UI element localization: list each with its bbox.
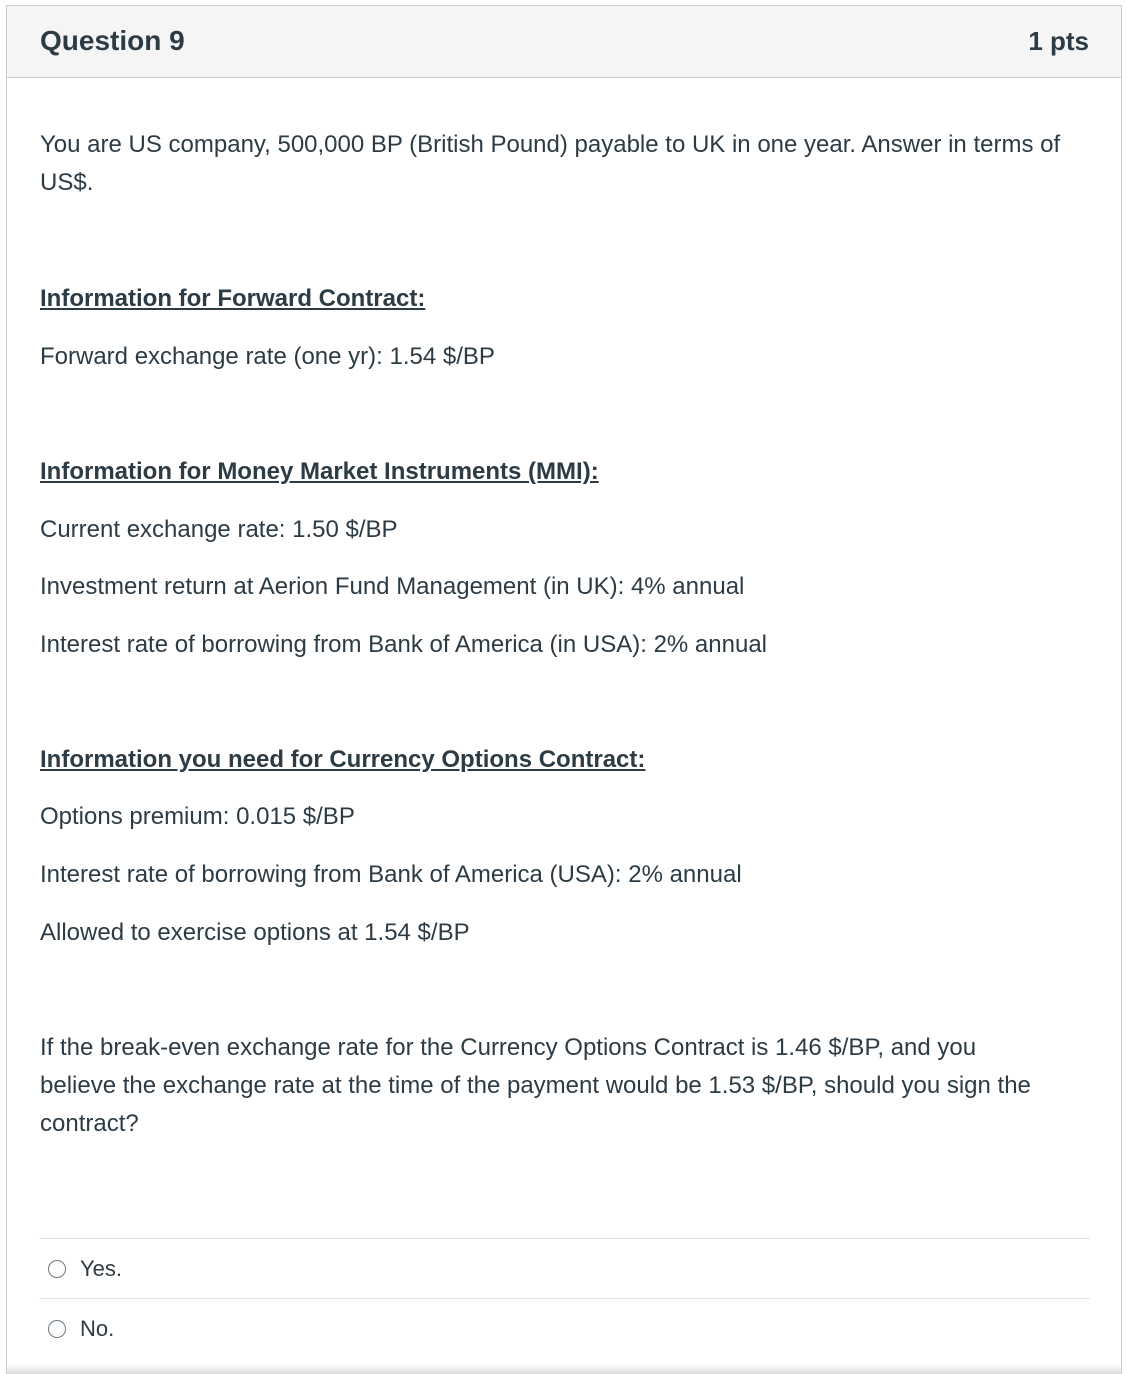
question-header [7,6,1121,78]
mmi-borrowing-rate-line: Interest rate of borrowing from Bank of America (in USA): 2% annual [40,631,767,658]
options-premium-line: Options premium: 0.015 $/BP [40,803,355,830]
radio-button-icon[interactable] [48,1260,66,1278]
intro-paragraph: You are US company, 500,000 BP (British Pound) payable to UK in one year. Answer in terms of US$. [40,131,1061,196]
mmi-current-rate-line: Current exchange rate: 1.50 $/BP [40,516,398,543]
answer-label: No. [80,1315,115,1341]
options-heading: Information you need for Currency Options Contract: [40,746,646,773]
answer-list [39,1238,1090,1358]
answer-label: Yes. [80,1255,123,1281]
options-exercise-line: Allowed to exercise options at 1.54 $/BP [40,919,470,946]
answer-option-yes[interactable] [39,1238,1090,1298]
forward-contract-heading: Information for Forward Contract: [40,285,426,312]
options-borrowing-rate-line: Interest rate of borrowing from Bank of America (USA): 2% annual [40,861,742,888]
question-points: 1 pts [1028,26,1089,56]
mmi-heading: Information for Money Market Instruments (MMI): [40,458,599,485]
question-card [6,5,1122,1374]
answer-option-no[interactable] [39,1298,1090,1358]
question-title: Question 9 [40,24,185,56]
scroll-edge-shadow [7,1364,1121,1374]
forward-rate-line: Forward exchange rate (one yr): 1.54 $/BP [40,343,495,370]
question-prompt: If the break-even exchange rate for the Currency Options Contract is 1.46 $/BP, and you believe the exchange rate at the time of the payment would be 1.53 $/BP, should you sign the contract? [40,1034,1031,1137]
mmi-investment-return-line: Investment return at Aerion Fund Management (in UK): 4% annual [40,573,745,600]
radio-button-icon[interactable] [48,1320,66,1338]
